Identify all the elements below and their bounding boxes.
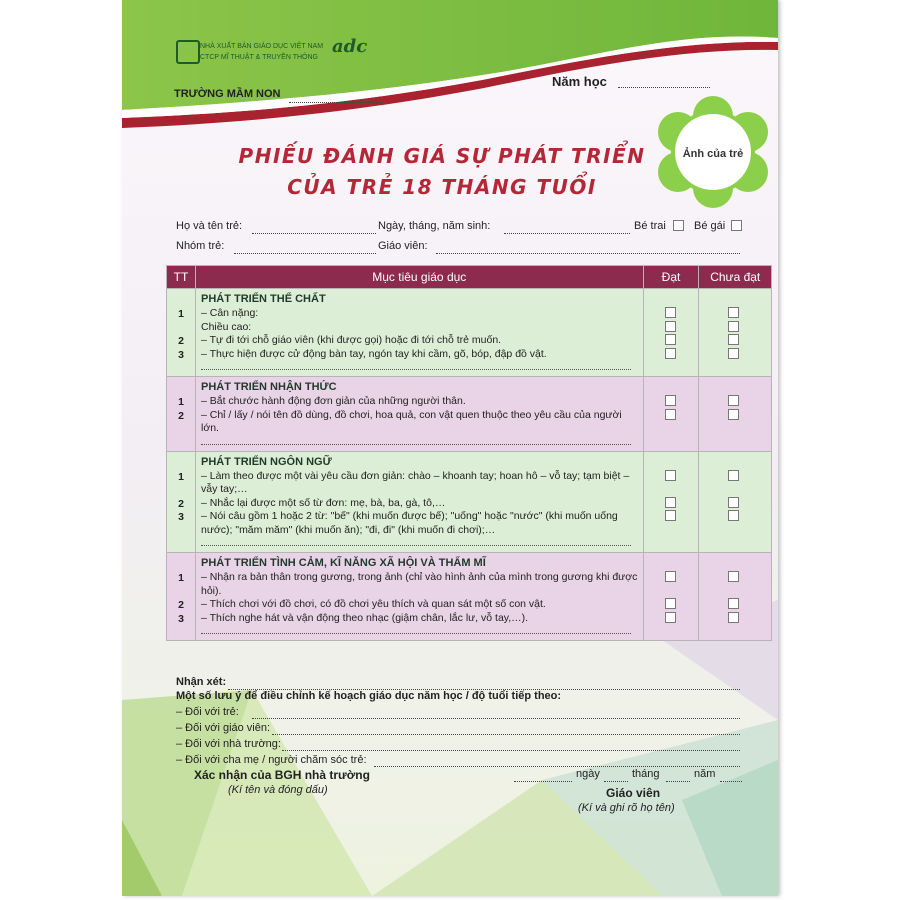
pass-checkbox[interactable]: [665, 470, 676, 481]
boy-label: Bé trai: [634, 220, 666, 232]
year-field[interactable]: [618, 86, 710, 88]
section-fail-column: [699, 377, 772, 452]
goal-item: – Thực hiện được cử động bàn tay, ngón tay khi cầm, gõ, bóp, đập đồ vật.: [201, 347, 547, 360]
table-header-row: [167, 266, 772, 289]
pass-checkbox[interactable]: [665, 510, 676, 521]
remark-label: Nhận xét:: [176, 676, 227, 688]
col-header-tt: TT: [167, 266, 196, 289]
dob-field[interactable]: [504, 232, 630, 234]
assessment-table: [166, 265, 772, 641]
goal-item: – Tự đi tới chỗ giáo viên (khi được gọi) hoặc đi tới chỗ trẻ muốn.: [201, 334, 502, 346]
date-month-label: tháng: [632, 768, 660, 780]
group-label: Nhóm trẻ:: [176, 240, 225, 252]
fail-cell: [699, 496, 771, 510]
section-title: PHÁT TRIỂN TÌNH CẢM, KĨ NĂNG XÃ HỘI VÀ THẨM MĨ: [201, 557, 486, 569]
note-child-field[interactable]: [252, 717, 740, 719]
fail-cell: [699, 333, 771, 347]
pass-checkbox[interactable]: [665, 571, 676, 582]
pass-cell: [644, 306, 699, 320]
fail-cell: [699, 320, 771, 334]
fail-checkbox[interactable]: [728, 348, 739, 359]
section-dotted-line[interactable]: [201, 539, 631, 546]
table-section: [167, 553, 772, 641]
note-parents: – Đối với cha mẹ / người chăm sóc trẻ:: [176, 754, 367, 766]
goal-item: – Bắt chước hành động đơn giản của những người thân.: [201, 395, 466, 407]
pass-cell: [644, 509, 699, 536]
goal-item: – Làm theo được một vài yêu cầu đơn giản: chào – khoanh tay; hoan hô – vỗ tay; tạm biệt – vẫy tay;…: [201, 469, 630, 495]
fail-checkbox[interactable]: [728, 470, 739, 481]
goal-number: 3: [178, 511, 184, 523]
goal-item: – Chỉ / lấy / nói tên đồ dùng, đồ chơi, hoa quả, con vật quen thuộc theo yêu cầu của người lớn.: [201, 408, 622, 434]
pass-checkbox[interactable]: [665, 497, 676, 508]
section-title: PHÁT TRIỂN THỂ CHẤT: [201, 293, 326, 305]
fail-cell: [699, 306, 771, 320]
section-content: [196, 553, 644, 641]
fail-checkbox[interactable]: [728, 307, 739, 318]
fail-cell: [699, 347, 771, 361]
teacher-info-field[interactable]: [436, 252, 740, 254]
col-header-pass: Đạt: [643, 266, 699, 289]
pass-cell: [644, 320, 699, 334]
fail-checkbox[interactable]: [728, 510, 739, 521]
pass-cell: [644, 496, 699, 510]
fail-checkbox[interactable]: [728, 334, 739, 345]
goal-number: [167, 322, 195, 336]
school-label: TRƯỜNG MẦM NON: [174, 88, 281, 100]
table-section: [167, 377, 772, 452]
goal-item: – Thích chơi với đồ chơi, có đồ chơi yêu thích và quan sát một số con vật.: [201, 598, 546, 610]
teacher-sign-sub: (Kí và ghi rõ họ tên): [578, 802, 675, 814]
pass-cell: [644, 611, 699, 625]
date-day-label: ngày: [576, 768, 600, 780]
principal-label: Xác nhận của BGH nhà trường: [194, 768, 370, 782]
dob-label: Ngày, tháng, năm sinh:: [378, 220, 491, 232]
section-pass-column: [643, 377, 699, 452]
goal-number: 2: [178, 599, 184, 611]
goal-number: 1: [178, 470, 184, 483]
fail-checkbox[interactable]: [728, 497, 739, 508]
fail-checkbox[interactable]: [728, 598, 739, 609]
date-month-field[interactable]: [666, 780, 690, 782]
fail-checkbox[interactable]: [728, 321, 739, 332]
girl-checkbox[interactable]: [731, 220, 742, 231]
goal-number: 1: [178, 572, 184, 584]
section-fail-column: [699, 553, 772, 641]
adc-logo: adc: [332, 36, 368, 57]
teacher-sign-label: Giáo viên: [606, 786, 661, 800]
child-name-field[interactable]: [252, 232, 376, 234]
goal-number: 1: [178, 308, 184, 320]
table-section: [167, 451, 772, 553]
note-school-field[interactable]: [282, 749, 740, 751]
goal-item: – Thích nghe hát và vận động theo nhạc (giậm chân, lắc lư, vỗ tay,…).: [201, 611, 529, 624]
fail-cell: [699, 597, 771, 611]
note-parents-field[interactable]: [374, 765, 740, 767]
goal-item: – Cân nặng:: [201, 307, 259, 319]
section-numbers: [167, 289, 196, 377]
table-body: [167, 289, 772, 641]
fail-checkbox[interactable]: [728, 612, 739, 623]
pass-checkbox[interactable]: [665, 598, 676, 609]
section-content: [196, 289, 644, 377]
note-teacher-field[interactable]: [272, 733, 740, 735]
col-header-fail: Chưa đạt: [699, 266, 772, 289]
pass-checkbox[interactable]: [665, 395, 676, 406]
section-title: PHÁT TRIỂN NGÔN NGỮ: [201, 455, 332, 468]
date-place-field[interactable]: [514, 780, 572, 782]
pass-checkbox[interactable]: [665, 334, 676, 345]
section-pass-column: [643, 451, 699, 553]
pass-cell: [644, 597, 699, 611]
publisher-logo-icon: [176, 40, 200, 64]
school-field[interactable]: [289, 101, 381, 103]
section-pass-column: [643, 289, 699, 377]
fail-cell: [699, 469, 771, 496]
section-content: [196, 377, 644, 452]
goal-number: 3: [178, 348, 184, 361]
section-dotted-line[interactable]: [201, 627, 631, 634]
publisher-name: NHÀ XUẤT BẢN GIÁO DỤC VIỆT NAM: [200, 43, 324, 50]
goal-item: – Nhắc lại được một số từ đơn: mẹ, bà, ba, gà, tô,…: [201, 496, 446, 509]
photo-label: Ảnh của trẻ: [682, 148, 744, 160]
section-numbers: [167, 553, 196, 641]
publisher-subname: CTCP MĨ THUẬT & TRUYỀN THÔNG: [200, 54, 318, 61]
goal-number: 2: [178, 335, 184, 347]
boy-checkbox[interactable]: [673, 220, 684, 231]
goal-item: Chiều cao:: [201, 320, 252, 333]
pass-cell: [644, 408, 699, 435]
pass-checkbox[interactable]: [665, 321, 676, 332]
table-section: [167, 289, 772, 377]
fail-checkbox[interactable]: [728, 571, 739, 582]
col-header-goal: Mục tiêu giáo dục: [196, 266, 644, 289]
pass-cell: [644, 570, 699, 597]
section-fail-column: [699, 451, 772, 553]
pass-cell: [644, 394, 699, 408]
section-title: PHÁT TRIỂN NHẬN THỨC: [201, 381, 337, 393]
date-year-label: năm: [694, 768, 716, 780]
note-teacher: – Đối với giáo viên:: [176, 722, 271, 734]
document-page: [122, 0, 778, 896]
pass-cell: [644, 347, 699, 361]
page-title-line2: CỦA TRẺ 18 THÁNG TUỔI: [287, 175, 597, 199]
section-dotted-line[interactable]: [201, 363, 631, 370]
date-year-field[interactable]: [720, 780, 742, 782]
fail-checkbox[interactable]: [728, 395, 739, 406]
goal-item: – Nhận ra bản thân trong gương, trong ảnh (chỉ vào hình ảnh của mình trong gương khi được hỏi).: [201, 571, 638, 597]
fail-checkbox[interactable]: [728, 409, 739, 420]
child-name-label: Họ và tên trẻ:: [176, 220, 243, 232]
principal-sub: (Kí tên và đóng dấu): [228, 784, 328, 796]
fail-cell: [699, 509, 771, 536]
girl-label: Bé gái: [694, 220, 726, 232]
goal-number: 2: [178, 409, 184, 422]
goal-item: – Nói câu gồm 1 hoặc 2 từ: "bế" (khi muốn được bế); "uống" hoặc "nước" (khi muốn uống nước); "măm măm" (khi muốn ăn); "đi, đi" (khi muốn đi chơi);…: [201, 510, 618, 536]
pass-cell: [644, 333, 699, 347]
pass-cell: [644, 469, 699, 496]
group-field[interactable]: [234, 252, 376, 254]
goal-number: 2: [178, 497, 184, 510]
teacher-info-label: Giáo viên:: [378, 240, 428, 252]
page-title-line1: PHIẾU ĐÁNH GIÁ SỰ PHÁT TRIỂN: [238, 144, 646, 168]
note-child: – Đối với trẻ:: [176, 706, 239, 718]
section-pass-column: [643, 553, 699, 641]
fail-cell: [699, 394, 771, 408]
fail-cell: [699, 408, 771, 435]
date-day-field[interactable]: [604, 780, 628, 782]
section-numbers: [167, 377, 196, 452]
section-content: [196, 451, 644, 553]
pass-checkbox[interactable]: [665, 612, 676, 623]
pass-checkbox[interactable]: [665, 348, 676, 359]
section-numbers: [167, 451, 196, 553]
pass-checkbox[interactable]: [665, 409, 676, 420]
fail-cell: [699, 570, 771, 597]
fail-cell: [699, 611, 771, 625]
notes-title: Một số lưu ý để điều chỉnh kế hoạch giáo dục năm học / độ tuổi tiếp theo:: [176, 690, 562, 702]
year-label: Năm học: [552, 74, 607, 89]
note-school: – Đối với nhà trường:: [176, 738, 281, 750]
section-dotted-line[interactable]: [201, 438, 631, 445]
pass-checkbox[interactable]: [665, 307, 676, 318]
goal-number: 3: [178, 612, 184, 625]
section-fail-column: [699, 289, 772, 377]
goal-number: 1: [178, 396, 184, 408]
